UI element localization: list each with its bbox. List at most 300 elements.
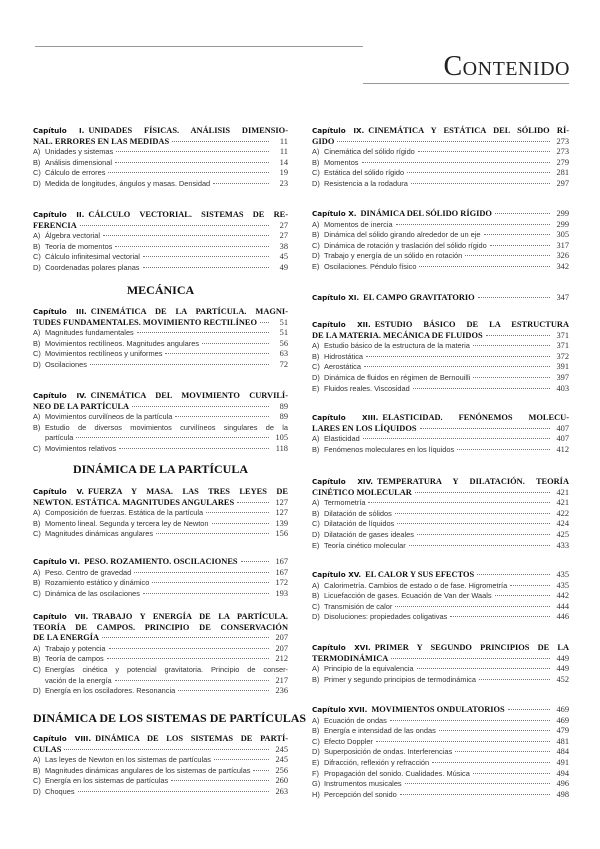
toc-item[interactable] <box>312 341 569 352</box>
page-number: 317 <box>556 240 569 250</box>
toc-item[interactable] <box>312 230 569 241</box>
page-number: 193 <box>275 588 288 598</box>
line-text: Unidades y sistemas <box>45 147 114 157</box>
page-number: 449 <box>556 653 569 663</box>
chapter-entry[interactable] <box>312 320 569 394</box>
line-text: Calorimetría. Cambios de estado o de fase. Higrometría <box>324 580 508 590</box>
toc-line <box>312 488 569 499</box>
dot-leader <box>366 356 550 357</box>
dot-leader <box>132 406 269 407</box>
page-number: 371 <box>556 330 569 340</box>
item-letter: B) <box>33 157 41 167</box>
line-text: NAL. ERRORES EN LAS MEDIDAS <box>33 136 170 146</box>
line-text: TERMODINÁMICA <box>312 653 389 663</box>
toc-item[interactable] <box>312 758 569 769</box>
page-number: 212 <box>275 654 288 664</box>
item-letter: C) <box>33 588 41 598</box>
dot-leader <box>455 751 550 752</box>
toc-item[interactable] <box>312 675 569 686</box>
line-text: Magnitudes fundamentales <box>45 328 134 338</box>
item-letter: C) <box>33 443 41 453</box>
line-text-part: TEORÍA DE CAMPOS. PRINCIPIO DE CONSERVACIÓN <box>33 622 288 632</box>
toc-line <box>33 210 288 221</box>
chapter-entry[interactable] <box>33 307 288 371</box>
toc-line <box>33 147 288 158</box>
page-number: 442 <box>556 591 569 601</box>
dot-leader <box>478 297 550 298</box>
toc-item[interactable] <box>33 423 288 444</box>
line-text: Dinámica del sólido girando alrededor de un eje <box>324 230 481 240</box>
toc-item[interactable] <box>33 263 288 274</box>
toc-line <box>33 433 288 444</box>
line-text <box>33 391 288 402</box>
dot-leader <box>479 679 550 680</box>
line-text: CINÉTICO MOLECULAR <box>312 487 412 497</box>
chapter-heading <box>312 320 569 341</box>
toc-item[interactable] <box>33 328 288 339</box>
chapter-entry[interactable] <box>312 705 569 800</box>
toc-item[interactable] <box>312 591 569 602</box>
item-letter: C) <box>33 252 41 262</box>
toc-line <box>33 787 288 798</box>
toc-item[interactable] <box>33 158 288 169</box>
chapter-entry[interactable] <box>33 612 288 697</box>
toc-item[interactable] <box>312 664 569 675</box>
toc-line <box>33 612 288 623</box>
page-number: 403 <box>556 383 569 393</box>
toc-line <box>312 716 569 727</box>
toc-item[interactable] <box>312 779 569 790</box>
page-number: 23 <box>279 178 288 188</box>
page-number: 407 <box>556 434 569 444</box>
chapter-entry[interactable] <box>33 210 288 274</box>
dot-leader <box>214 759 269 760</box>
dot-leader <box>486 335 550 336</box>
toc-line <box>312 612 569 623</box>
toc-item[interactable] <box>33 231 288 242</box>
line-text: Dinámica de fluidos en régimen de Bernouilli <box>324 372 471 382</box>
chapter-entry[interactable] <box>312 643 569 685</box>
line-text: Teoría cinético molecular <box>324 540 406 550</box>
chapter-heading <box>33 487 288 508</box>
chapter-label: Capítulo XII. <box>312 320 371 329</box>
chapter-entry[interactable] <box>33 557 288 599</box>
page-number: 446 <box>556 612 569 622</box>
toc-item[interactable] <box>33 755 288 766</box>
chapter-label: Capítulo I. <box>33 126 85 135</box>
toc-line <box>33 252 288 263</box>
dot-leader <box>413 388 550 389</box>
dot-leader <box>417 534 550 535</box>
item-letter: B) <box>312 230 320 240</box>
toc-item[interactable] <box>312 445 569 456</box>
page-number: 421 <box>556 498 569 508</box>
chapter-entry[interactable] <box>312 126 569 190</box>
toc-item[interactable] <box>33 242 288 253</box>
toc-item[interactable] <box>33 444 288 455</box>
dot-leader <box>419 266 550 267</box>
chapter-heading <box>312 126 569 147</box>
toc-line <box>312 591 569 602</box>
line-text: Percepción del sonido <box>324 789 397 799</box>
item-letter: D) <box>312 372 320 382</box>
item-letter: C) <box>33 529 41 539</box>
item-letter: D) <box>312 251 320 261</box>
line-text <box>33 665 288 676</box>
toc-line <box>33 568 288 579</box>
item-letter: C) <box>312 601 320 611</box>
toc-item[interactable] <box>33 519 288 530</box>
line-text: Energía en los osciladores. Resonancia <box>45 686 176 696</box>
line-text: Hidrostática <box>324 351 364 361</box>
dot-leader <box>212 523 269 524</box>
chapter-heading <box>33 391 288 412</box>
toc-item[interactable] <box>312 147 569 158</box>
toc-item[interactable] <box>312 747 569 758</box>
page-title: Contenido <box>443 51 570 82</box>
toc-line <box>33 328 288 339</box>
toc-line <box>312 320 569 331</box>
line-text-part: CINEMÁTICA Y ESTÁTICA DEL SÓLIDO RÍ- <box>368 126 570 135</box>
item-letter: E) <box>312 383 320 393</box>
page-number: 19 <box>279 168 288 178</box>
toc-item[interactable] <box>33 776 288 787</box>
dot-leader <box>508 709 550 710</box>
dot-leader <box>484 234 550 235</box>
toc-left-column <box>33 0 307 849</box>
line-text: Propagación del sonido. Cualidades. Música <box>324 768 470 778</box>
chapter-label: Capítulo V. <box>33 487 84 496</box>
item-letter: A) <box>312 341 320 351</box>
toc-item[interactable] <box>312 530 569 541</box>
dot-leader <box>178 690 269 691</box>
dot-leader <box>109 648 269 649</box>
toc-item[interactable] <box>33 147 288 158</box>
toc-item[interactable] <box>312 384 569 395</box>
item-letter: A) <box>312 580 320 590</box>
page-number: 89 <box>279 412 288 422</box>
line-text <box>33 623 288 634</box>
dot-leader <box>115 680 269 681</box>
item-letter: A) <box>312 147 320 157</box>
toc-line <box>312 331 569 342</box>
line-text-part: TRABAJO Y ENERGÍA DE LA PARTÍCULA. <box>92 612 288 621</box>
item-letter: A) <box>312 434 320 444</box>
item-letter: C) <box>33 349 41 359</box>
toc-item[interactable] <box>33 179 288 190</box>
toc-line <box>312 445 569 456</box>
line-text: Disoluciones: propiedades coligativas <box>324 612 448 622</box>
chapter-entry[interactable] <box>33 391 288 455</box>
item-letter: C) <box>312 240 320 250</box>
line-text: Álgebra vectorial <box>45 231 101 241</box>
page-number: 452 <box>556 674 569 684</box>
toc-line <box>33 529 288 540</box>
page-number: 435 <box>556 570 569 579</box>
toc-line <box>33 444 288 455</box>
line-text: TUDES FUNDAMENTALES. MOVIMIENTO RECTILÍNEO <box>33 317 257 327</box>
chapter-heading <box>312 413 569 434</box>
page-number: 491 <box>556 757 569 767</box>
item-letter: D) <box>312 747 320 757</box>
line-text: Magnitudes dinámicas angulares <box>45 529 154 539</box>
dot-leader <box>137 332 269 333</box>
toc-item[interactable] <box>312 262 569 273</box>
chapter-heading <box>312 293 569 304</box>
line-text-part: CINEMÁTICA DEL MOVIMIENTO CURVILÍ- <box>90 391 288 400</box>
item-letter: C) <box>312 362 320 372</box>
line-text <box>33 612 288 623</box>
item-letter: E) <box>312 261 320 271</box>
line-text: Teoría de campos <box>45 654 104 664</box>
toc-item[interactable] <box>33 644 288 655</box>
line-text: Trabajo y potencia <box>45 643 106 653</box>
chapter-entry[interactable] <box>33 126 288 190</box>
toc-line <box>33 676 288 687</box>
toc-item[interactable] <box>312 251 569 262</box>
line-text: Resistencia a la rodadura <box>324 178 408 188</box>
page-number: 421 <box>556 487 569 497</box>
line-text: Movimientos rectilíneos y uniformes <box>45 349 163 359</box>
dot-leader <box>143 267 269 268</box>
toc-line <box>312 262 569 273</box>
toc-item[interactable] <box>312 602 569 613</box>
toc-item[interactable] <box>312 373 569 384</box>
toc-right-column <box>312 0 569 849</box>
line-text: Dilatación de sólidos <box>324 508 392 518</box>
toc-line <box>33 349 288 360</box>
toc-line <box>33 745 288 756</box>
toc-item[interactable] <box>33 654 288 665</box>
toc-item[interactable] <box>33 360 288 371</box>
page-number: 167 <box>275 567 288 577</box>
page-number: 469 <box>556 705 569 714</box>
page-number: 139 <box>275 518 288 528</box>
toc-item[interactable] <box>33 787 288 798</box>
line-text: GIDO <box>312 136 335 146</box>
page-number: 281 <box>556 168 569 178</box>
dot-leader <box>409 545 550 546</box>
dot-leader <box>175 416 269 417</box>
chapter-heading <box>312 705 569 716</box>
toc-line <box>33 487 288 498</box>
chapter-label: Capítulo IV. <box>33 391 87 400</box>
line-text: Medida de longitudes, ángulos y masas. Densidad <box>45 178 211 188</box>
item-letter: D) <box>312 612 320 622</box>
page-number: 481 <box>556 736 569 746</box>
dot-leader <box>134 572 269 573</box>
page-number: 433 <box>556 540 569 550</box>
toc-item[interactable] <box>312 716 569 727</box>
line-text: Composición de fuerzas. Estática de la partícula <box>45 508 204 518</box>
toc-item[interactable] <box>33 686 288 697</box>
line-text: Aerostática <box>324 362 361 372</box>
chapter-heading <box>33 557 288 568</box>
chapter-entry[interactable] <box>312 209 569 273</box>
line-text: Rozamiento estático y dinámico <box>45 578 150 588</box>
page-number: 49 <box>279 262 288 272</box>
page-number: 51 <box>279 317 288 327</box>
toc-item[interactable] <box>312 220 569 231</box>
toc-item[interactable] <box>312 362 569 373</box>
toc-line <box>312 362 569 373</box>
toc-item[interactable] <box>312 241 569 252</box>
dot-leader <box>495 213 550 214</box>
item-letter: F) <box>312 768 319 778</box>
line-text: Difracción, reflexión y refracción <box>324 757 430 767</box>
toc-item[interactable] <box>33 589 288 600</box>
item-letter: C) <box>33 664 41 674</box>
toc-item[interactable] <box>312 179 569 190</box>
toc-line <box>312 530 569 541</box>
item-letter: A) <box>33 643 41 653</box>
dot-leader <box>237 502 269 503</box>
toc-item[interactable] <box>33 349 288 360</box>
page-number: 422 <box>556 508 569 518</box>
line-text: Oscilaciones <box>45 359 87 369</box>
dot-leader <box>152 582 269 583</box>
page-number: 326 <box>556 251 569 261</box>
chapter-entry[interactable] <box>33 487 288 540</box>
dot-leader <box>102 637 269 638</box>
chapter-heading <box>33 126 288 147</box>
page-number: 51 <box>279 328 288 338</box>
toc-line <box>312 373 569 384</box>
toc-line <box>33 318 288 329</box>
chapter-entry[interactable] <box>33 734 288 798</box>
page-number: 11 <box>279 147 288 157</box>
chapter-entry[interactable] <box>312 570 569 623</box>
chapter-label: Capítulo IX. <box>312 126 365 135</box>
item-letter: A) <box>312 498 320 508</box>
chapter-entry[interactable] <box>312 413 569 455</box>
toc-item[interactable] <box>33 766 288 777</box>
toc-item[interactable] <box>33 252 288 263</box>
toc-item[interactable] <box>33 578 288 589</box>
toc-line <box>312 705 569 716</box>
page-number: 27 <box>279 231 288 241</box>
line-text-part: CINEMÁTICA DE LA PARTÍCULA. MAGNI- <box>90 307 288 316</box>
toc-item[interactable] <box>312 612 569 623</box>
line-text <box>33 210 288 221</box>
line-text: Movimientos relativos <box>45 443 117 453</box>
chapter-label: Capítulo VI. <box>33 557 81 566</box>
page-number: 72 <box>279 359 288 369</box>
page-number: 479 <box>556 726 569 736</box>
toc-item[interactable] <box>312 168 569 179</box>
toc-line <box>33 158 288 169</box>
page-number: 498 <box>556 789 569 799</box>
line-text: LARES EN LOS LÍQUIDOS <box>312 423 417 433</box>
line-text: DINÁMICA DEL SÓLIDO RÍGIDO <box>360 209 492 218</box>
toc-item[interactable] <box>312 769 569 780</box>
item-letter: B) <box>312 674 320 684</box>
toc-item[interactable] <box>312 790 569 801</box>
chapter-entry[interactable] <box>312 293 569 304</box>
page-number: 449 <box>556 664 569 674</box>
line-text: Elasticidad <box>324 434 360 444</box>
page-number: 89 <box>279 401 288 411</box>
line-text: Dilatación de líquidos <box>324 519 395 529</box>
toc-item[interactable] <box>33 412 288 423</box>
toc-item[interactable] <box>312 498 569 509</box>
line-text: Momentos de inercia <box>324 219 393 229</box>
page-number: 11 <box>279 136 288 146</box>
dot-leader <box>390 720 550 721</box>
line-text-part: ESTUDIO BÁSICO DE LA ESTRUCTURA <box>374 320 570 329</box>
toc-item[interactable] <box>312 541 569 552</box>
toc-item[interactable] <box>312 158 569 169</box>
dot-leader <box>115 162 269 163</box>
toc-line <box>33 168 288 179</box>
toc-line <box>33 686 288 697</box>
item-letter: B) <box>312 444 320 454</box>
page-number: 412 <box>556 444 569 454</box>
line-text: Principio de la equivalencia <box>324 664 414 674</box>
toc-line <box>312 293 569 304</box>
toc-item[interactable] <box>33 168 288 179</box>
toc-line <box>312 341 569 352</box>
dot-leader <box>202 343 269 344</box>
line-text: Licuefacción de gases. Ecuación de Van der Waals <box>324 591 492 601</box>
page-number: 297 <box>556 178 569 188</box>
item-letter: B) <box>33 578 41 588</box>
toc-item[interactable] <box>312 726 569 737</box>
dot-leader <box>363 438 550 439</box>
dot-leader <box>206 512 269 513</box>
item-letter: B) <box>33 765 41 775</box>
line-text-part: Energías cinética y potencial gravitatoria. Principio de conser- <box>45 664 288 674</box>
toc-item[interactable] <box>312 737 569 748</box>
toc-line <box>312 509 569 520</box>
line-text: Termometría <box>324 498 366 508</box>
line-text: Trabajo y energía de un sólido en rotación <box>324 251 463 261</box>
toc-item[interactable] <box>312 434 569 445</box>
line-text: EL CALOR Y SUS EFECTOS <box>365 570 475 579</box>
page-number: 172 <box>275 578 288 588</box>
page-number: 127 <box>275 497 288 507</box>
toc-item[interactable] <box>312 519 569 530</box>
chapter-entry[interactable] <box>312 477 569 551</box>
page-number: 469 <box>556 715 569 725</box>
item-letter: D) <box>312 178 320 188</box>
dot-leader <box>213 183 269 184</box>
toc-line <box>312 737 569 748</box>
line-text: Magnitudes dinámicas angulares de los sistemas de partículas <box>45 765 251 775</box>
line-text: Momentos <box>324 157 359 167</box>
dot-leader <box>64 749 269 750</box>
item-letter: B) <box>312 591 320 601</box>
toc-item[interactable] <box>312 509 569 520</box>
page-number: 342 <box>556 261 569 271</box>
toc-line <box>312 147 569 158</box>
toc-line <box>312 519 569 530</box>
toc-line <box>312 747 569 758</box>
toc-item[interactable] <box>33 508 288 519</box>
toc-item[interactable] <box>33 568 288 579</box>
toc-line <box>312 664 569 675</box>
page-number: 494 <box>556 768 569 778</box>
line-text: Cinemática del sólido rígido <box>324 147 415 157</box>
toc-line <box>33 755 288 766</box>
page-number: 27 <box>279 220 288 230</box>
toc-item[interactable] <box>33 665 288 686</box>
toc-item[interactable] <box>312 581 569 592</box>
page-number: 273 <box>556 147 569 157</box>
toc-item[interactable] <box>312 352 569 363</box>
toc-item[interactable] <box>33 339 288 350</box>
toc-item[interactable] <box>33 529 288 540</box>
